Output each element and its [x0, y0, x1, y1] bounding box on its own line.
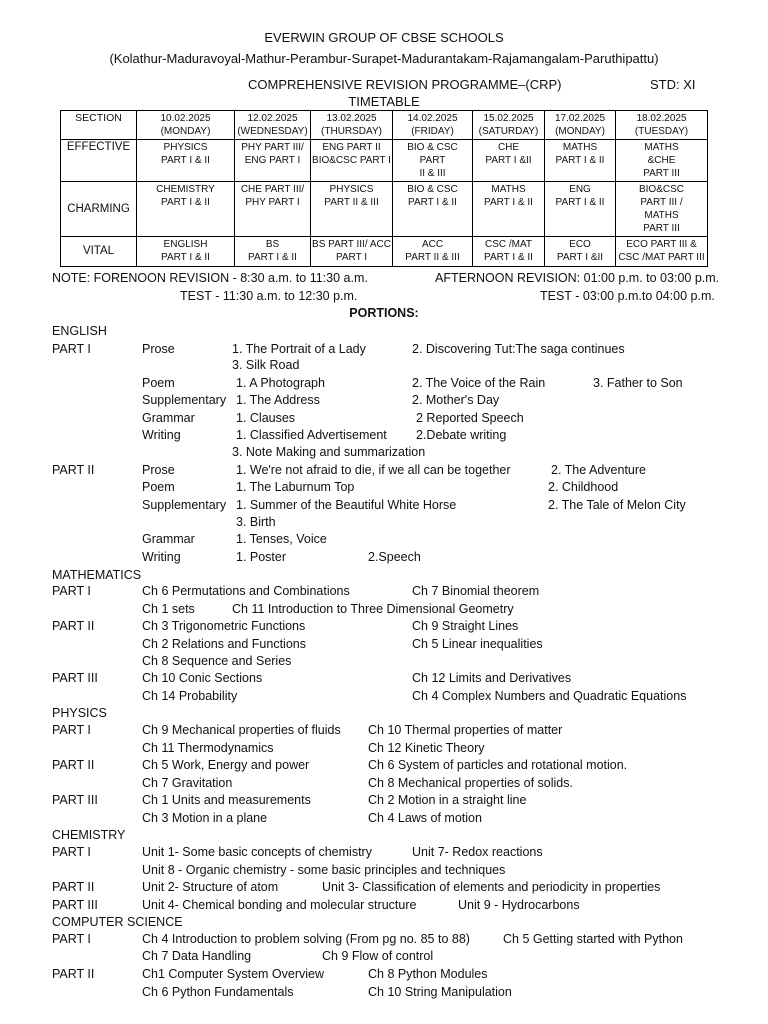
cell-line: (THURSDAY) [321, 126, 382, 137]
programme-title: COMPREHENSIVE REVISION PROGRAMME–(CRP) [248, 77, 562, 92]
cell-line: (FRIDAY) [411, 126, 454, 137]
portion-text: Writing [142, 550, 181, 564]
portion-text: Prose [142, 342, 175, 356]
portion-text: Ch 10 String Manipulation [368, 985, 512, 999]
cell-line: ACC [421, 239, 444, 250]
portion-text: CHEMISTRY [52, 828, 126, 842]
portion-text: 1. The Portrait of a Lady [232, 342, 366, 356]
cell-line: BIO & CSC [407, 184, 458, 195]
portion-text: 2 Reported Speech [416, 411, 524, 425]
portion-text: 2. The Tale of Melon City [548, 498, 686, 512]
portion-text: 3. Birth [236, 515, 276, 529]
cell-line: 18.02.2025 [636, 113, 687, 124]
portion-text: 2.Debate writing [416, 428, 507, 442]
portion-text: Unit 9 - Hydrocarbons [458, 898, 580, 912]
portion-text: Ch 6 Python Fundamentals [142, 985, 294, 999]
portion-text: Supplementary [142, 498, 227, 512]
cell-line: PART III [643, 223, 680, 234]
cell-line: PART II & III [324, 197, 379, 208]
cell-line: &CHE [647, 155, 676, 166]
schedule-cell [616, 182, 708, 237]
note-afternoon-revision: AFTERNOON REVISION: 01:00 p.m. to 03:00 p.m. [435, 271, 720, 285]
cell-line: CHE [497, 142, 520, 153]
schedule-cell [137, 182, 235, 237]
portion-text: PART III [52, 793, 98, 807]
portions-title: PORTIONS: [349, 306, 419, 320]
schedule-cell [311, 237, 393, 267]
portion-text: Poem [142, 480, 175, 494]
portion-text: Ch 5 Linear inequalities [412, 637, 543, 651]
cell-line: PHY PART I [245, 197, 300, 208]
portion-text: Unit 4- Chemical bonding and molecular structure [142, 898, 417, 912]
portion-text: COMPUTER SCIENCE [52, 915, 183, 929]
cell-line: MATHS [644, 142, 679, 153]
portion-text: Grammar [142, 532, 195, 546]
schedule-cell [393, 182, 473, 237]
cell-line: II & III [419, 168, 446, 179]
portion-text: Ch 8 Mechanical properties of solids. [368, 776, 573, 790]
portion-text: Ch 10 Conic Sections [142, 671, 263, 685]
cell-line: BS [265, 239, 280, 250]
schedule-cell [616, 140, 708, 182]
date-header [235, 111, 311, 140]
portion-text: 1. Clauses [236, 411, 296, 425]
portion-text: Writing [142, 428, 181, 442]
portion-text: 1. Poster [236, 550, 287, 564]
schedule-cell [235, 140, 311, 182]
portion-text: Unit 8 - Organic chemistry - some basic principles and techniques [142, 863, 506, 877]
cell-line: MATHS [644, 210, 679, 221]
portion-text: PART II [52, 758, 95, 772]
portion-text: Poem [142, 376, 175, 390]
date-header [545, 111, 616, 140]
timetable-row [61, 182, 708, 237]
portion-text: PART III [52, 898, 98, 912]
portion-text: Ch 3 Trigonometric Functions [142, 619, 306, 633]
portion-text: Ch 5 Work, Energy and power [142, 758, 310, 772]
cell-line: PHYSICS [329, 184, 374, 195]
portion-text: Ch 14 Probability [142, 689, 238, 703]
portion-text: PART II [52, 619, 95, 633]
schedule-cell [137, 140, 235, 182]
portion-text: 1. Tenses, Voice [236, 532, 327, 546]
note-afternoon-test: TEST - 03:00 p.m.to 04:00 p.m. [540, 289, 715, 303]
portion-text: 1. Classified Advertisement [236, 428, 387, 442]
cell-line: 12.02.2025 [247, 113, 298, 124]
cell-line: (MONDAY) [555, 126, 605, 137]
portion-text: Ch 5 Getting started with Python [503, 932, 683, 946]
cell-line: ECO [569, 239, 591, 250]
portion-text: Ch 7 Gravitation [142, 776, 233, 790]
schedule-cell [137, 237, 235, 267]
cell-line: BIO & CSC PART [407, 142, 458, 166]
section-name: VITAL [61, 237, 137, 267]
portion-text: Unit 7- Redox reactions [412, 845, 543, 859]
cell-line: PART I & II [484, 252, 533, 263]
portion-text: Ch 1 sets [142, 602, 195, 616]
portion-text: Ch 8 Sequence and Series [142, 654, 292, 668]
portion-text: PART II [52, 880, 95, 894]
portion-text: 2.Speech [368, 550, 421, 564]
timetable-title: TIMETABLE [348, 94, 420, 109]
schedule-cell [545, 237, 616, 267]
portion-text: Ch 8 Python Modules [368, 967, 488, 981]
portion-text: Ch 12 Limits and Derivatives [412, 671, 572, 685]
portion-text: Ch 12 Kinetic Theory [368, 741, 485, 755]
portion-text: PART I [52, 845, 91, 859]
date-header [137, 111, 235, 140]
cell-line: PART I & II [555, 197, 605, 208]
portion-text: 2. The Voice of the Rain [412, 376, 546, 390]
portion-text: Ch 6 System of particles and rotational motion. [368, 758, 628, 772]
schedule-cell [393, 237, 473, 267]
cell-line: PART I & II [161, 252, 210, 263]
date-header [311, 111, 393, 140]
cell-line: PART III / [640, 197, 683, 208]
portion-text: PART I [52, 932, 91, 946]
portion-text: PART I [52, 584, 91, 598]
cell-line: PHY PART III/ [241, 142, 304, 153]
portion-text: Ch 7 Binomial theorem [412, 584, 540, 598]
portion-text: Ch1 Computer System Overview [142, 967, 325, 981]
schedule-cell [616, 237, 708, 267]
cell-line: 10.02.2025 [160, 113, 211, 124]
portion-text: PHYSICS [52, 706, 107, 720]
portion-text: Ch 11 Thermodynamics [142, 741, 274, 755]
note-forenoon-test: TEST - 11:30 a.m. to 12:30 p.m. [180, 289, 358, 303]
portion-text: 1. The Laburnum Top [236, 480, 355, 494]
portion-text: 1. A Photograph [236, 376, 325, 390]
portion-text: Ch 9 Straight Lines [412, 619, 519, 633]
portion-text: 1. We're not afraid to die, if we all can be together [236, 463, 511, 477]
portion-text: Ch 1 Units and measurements [142, 793, 311, 807]
cell-line: BIO&CSC PART I [312, 155, 391, 166]
schedule-cell [311, 182, 393, 237]
cell-line: PART I & II [161, 197, 210, 208]
portion-text: PART I [52, 342, 91, 356]
cell-line: 17.02.2025 [554, 113, 606, 124]
timetable-row [61, 140, 708, 182]
portion-text: 1. Summer of the Beautiful White Horse [236, 498, 457, 512]
schedule-cell [473, 237, 545, 267]
portion-text: Unit 1- Some basic concepts of chemistry [142, 845, 372, 859]
cell-line: ENGLISH [163, 239, 208, 250]
portion-text: 2. Discovering Tut:The saga continues [412, 342, 625, 356]
schedule-cell [235, 237, 311, 267]
portion-text: Ch 6 Permutations and Combinations [142, 584, 350, 598]
portion-text: PART II [52, 463, 95, 477]
schedule-cell [393, 140, 473, 182]
timetable-header-row [61, 111, 708, 140]
note-forenoon-revision: NOTE: FORENOON REVISION - 8:30 a.m. to 11:30 a.m. [52, 271, 368, 285]
portion-text: Ch 3 Motion in a plane [142, 811, 268, 825]
date-header [473, 111, 545, 140]
cell-line: PART I &II [485, 155, 532, 166]
portion-text: Supplementary [142, 393, 227, 407]
cell-line: CSC /MAT PART III [618, 252, 705, 263]
cell-line: ENG PART II [322, 142, 381, 153]
cell-line: PART I & II [555, 155, 605, 166]
portion-text: Ch 9 Flow of control [322, 949, 434, 963]
cell-line: PART I &II [556, 252, 604, 263]
portion-text: Ch 4 Introduction to problem solving (From pg no. 85 to 88) [142, 932, 470, 946]
timetable-table [60, 110, 708, 267]
schedule-cell [545, 140, 616, 182]
cell-line: (SATURDAY) [478, 126, 539, 137]
portion-text: 2. Mother's Day [412, 393, 500, 407]
portion-text: Grammar [142, 411, 195, 425]
schedule-cell [473, 140, 545, 182]
branch-list: (Kolathur-Maduravoyal-Mathur-Perambur-Surapet-Madurantakam-Rajamangalam-Paruthipattu) [109, 51, 659, 66]
cell-line: BIO&CSC [638, 184, 684, 195]
cell-line: PHYSICS [163, 142, 208, 153]
portion-text: PART III [52, 671, 98, 685]
portion-text: Ch 2 Motion in a straight line [368, 793, 527, 807]
portion-text: Unit 2- Structure of atom [142, 880, 279, 894]
portion-text: Ch 4 Laws of motion [368, 811, 482, 825]
cell-line: ENG PART I [244, 155, 301, 166]
portion-text: 2. Childhood [548, 480, 619, 494]
section-name: CHARMING [61, 182, 137, 237]
portion-text: PART I [52, 723, 91, 737]
schedule-cell [473, 182, 545, 237]
portion-text: Ch 11 Introduction to Three Dimensional Geometry [232, 602, 514, 616]
cell-line: ECO PART III & [626, 239, 697, 250]
portion-text: 3. Father to Son [593, 376, 683, 390]
cell-line: ENG [569, 184, 591, 195]
cell-line: PART I & II [161, 155, 210, 166]
cell-line: PART I [335, 252, 368, 263]
cell-line: BS PART III/ ACC [312, 239, 391, 250]
portion-text: Unit 3- Classification of elements and periodicity in properties [322, 880, 661, 894]
cell-line: MATHS [562, 142, 598, 153]
portion-text: 3. Note Making and summarization [232, 445, 426, 459]
schedule-cell [311, 140, 393, 182]
portion-text: Prose [142, 463, 175, 477]
cell-line: (TUESDAY) [634, 126, 689, 137]
cell-line: 14.02.2025 [407, 113, 458, 124]
portion-text: PART II [52, 967, 95, 981]
school-name: EVERWIN GROUP OF CBSE SCHOOLS [264, 30, 504, 45]
portion-text: MATHEMATICS [52, 568, 142, 582]
cell-line: PART III [643, 168, 680, 179]
cell-line: (MONDAY) [160, 126, 211, 137]
section-name: EFFECTIVE [61, 140, 137, 182]
portion-text: ENGLISH [52, 324, 107, 338]
section-header: SECTION [61, 111, 137, 140]
schedule-cell [235, 182, 311, 237]
schedule-cell [545, 182, 616, 237]
portion-text: Ch 2 Relations and Functions [142, 637, 306, 651]
cell-line: PART I & II [408, 197, 457, 208]
portion-text: 3. Silk Road [232, 358, 300, 372]
cell-line: CHEMISTRY [156, 184, 215, 195]
cell-line: CHE PART III/ [240, 184, 305, 195]
portion-text: Ch 7 Data Handling [142, 949, 252, 963]
portion-text: Ch 10 Thermal properties of matter [368, 723, 563, 737]
portion-text: 1. The Address [236, 393, 320, 407]
portion-text: 2. The Adventure [551, 463, 646, 477]
date-header [616, 111, 708, 140]
timetable-row [61, 237, 708, 267]
cell-line: PART I & II [484, 197, 533, 208]
std-label: STD: XI [650, 77, 696, 92]
portion-text: Ch 9 Mechanical properties of fluids [142, 723, 341, 737]
cell-line: CSC /MAT [484, 239, 533, 250]
cell-line: PART II & III [405, 252, 460, 263]
cell-line: (WEDNESDAY) [237, 126, 308, 137]
cell-line: 13.02.2025 [326, 113, 377, 124]
portion-text: Ch 4 Complex Numbers and Quadratic Equations [412, 689, 687, 703]
cell-line: MATHS [491, 184, 526, 195]
cell-line: PART I & II [248, 252, 297, 263]
date-header [393, 111, 473, 140]
cell-line: 15.02.2025 [483, 113, 534, 124]
